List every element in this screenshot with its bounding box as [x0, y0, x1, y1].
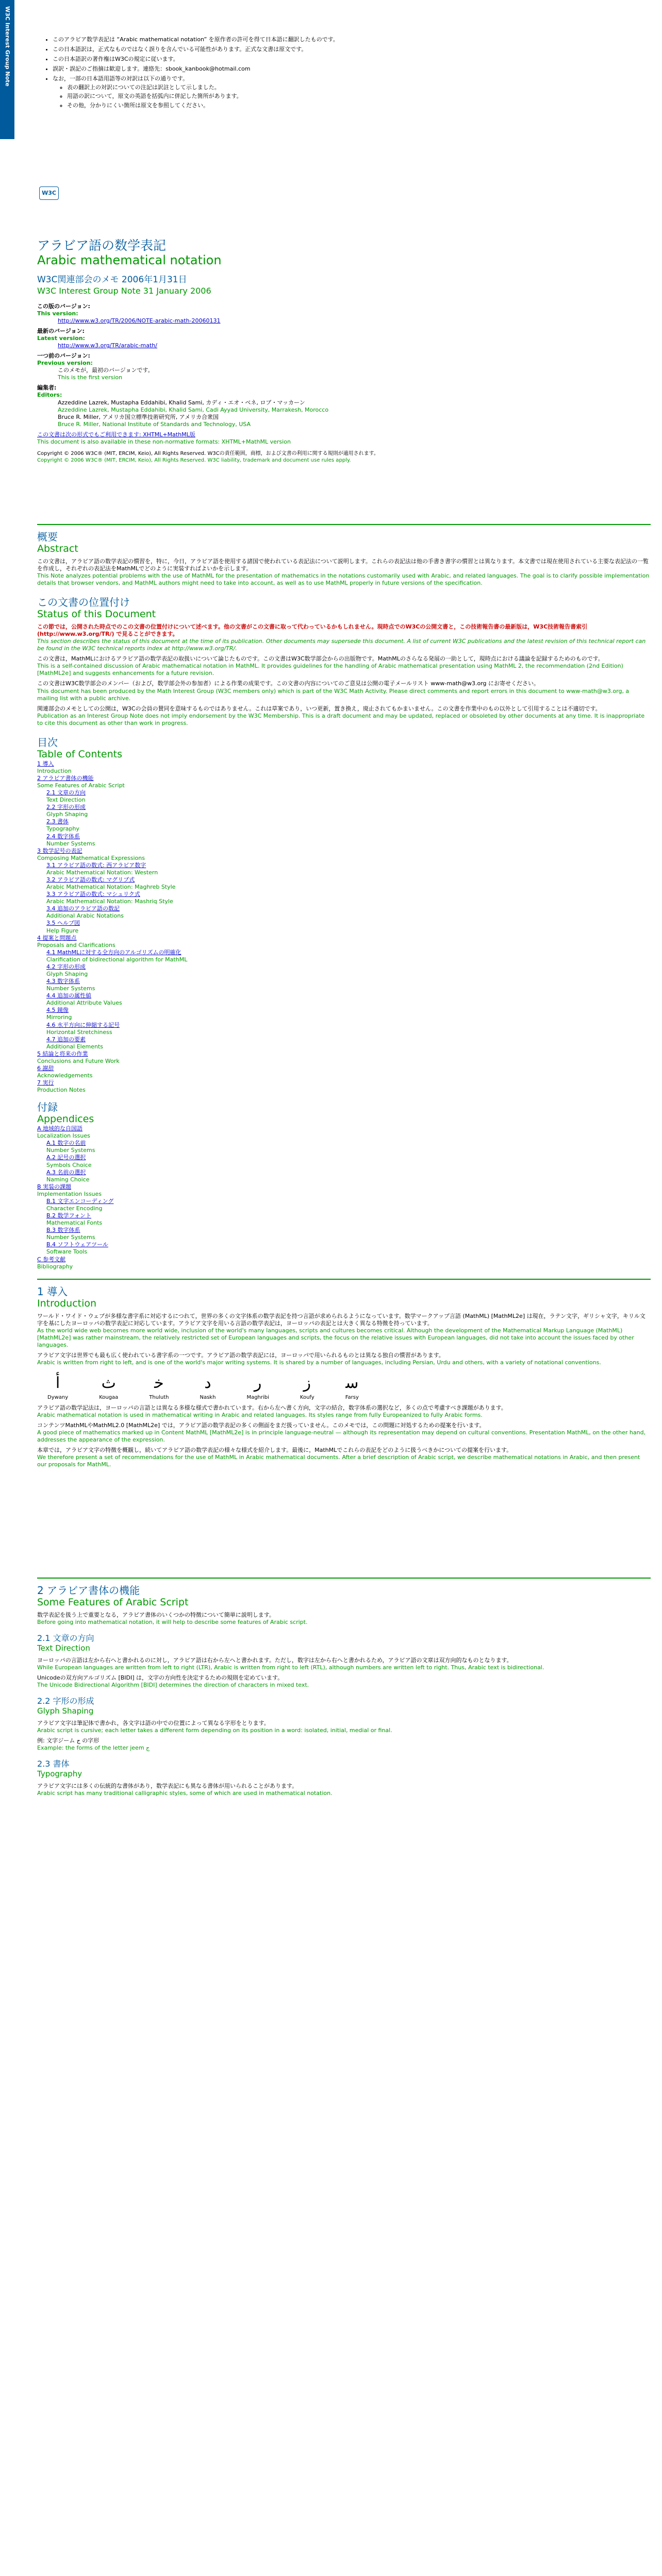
toc-subentry-en: Mathematical Fonts	[46, 1219, 103, 1227]
calligraphy-glyph: ﺩ	[204, 1374, 211, 1393]
document-date-en: W3C Interest Group Note 31 January 2006	[37, 286, 211, 296]
calligraphy-glyph: ﺙ	[101, 1374, 116, 1393]
toc-link[interactable]: B 実装の課題	[37, 1183, 72, 1190]
editor-entry: Bruce R. Miller, アメリカ国立標準技術研究所, アメリカ合衆国	[58, 413, 219, 420]
calligraphy-sample	[200, 1374, 216, 1401]
toc-entry	[37, 1125, 651, 1183]
glyph-shaping-p1-ja: アラビア文字は筆記体で書かれ，各文字は語の中での位置によって異なる字形をとります。	[37, 1719, 270, 1726]
intro-p5-ja: 本章では，アラビア文字の特徴を概観し，続いてアラビア語の数学表記の様々な様式を紹介します。最後に，MathMLでこれらの表記をどのように扱うべきかについての提案を行います。	[37, 1446, 512, 1453]
this-version-label: この版のバージョン: This version:	[37, 302, 90, 317]
typography-p1-en: Arabic script has many traditional calligraphic styles, some of which are used in mathematical notation.	[37, 1789, 333, 1797]
notice-list	[39, 36, 653, 109]
status-p3-en: Publication as an Interest Group Note does not imply endorsement by the W3C Membership. This is a draft document and may be updated, replaced or obsoleted by other documents at any time. It is inappropriate to cite this document as other than work in progress.	[37, 712, 645, 726]
w3c-logo[interactable]: W3C	[39, 187, 59, 200]
toc-subentry-en: Horizontal Stretchiness	[46, 1028, 112, 1036]
toc-subentry	[46, 833, 651, 848]
this-version-link[interactable]: http://www.w3.org/TR/2006/NOTE-arabic-math-20060131	[58, 317, 221, 324]
calligraphy-sample	[99, 1374, 118, 1401]
toc-subentry	[46, 789, 651, 804]
status-heading-en: Status of this Document	[37, 608, 156, 620]
toc-sublink[interactable]: 3.1 アラビア語の数式: 西アラビア数字	[46, 861, 146, 869]
calligraphy-glyph: ﺃ	[55, 1374, 60, 1393]
status-p2-en: This document has been produced by the Math Interest Group (W3C members only) which is part of the W3C Math Activity. Please direct comments and report errors in this document to www-math@w3.org, a mailing list with a public archive.	[37, 687, 630, 702]
toc-subentry-en: Software Tools	[46, 1248, 88, 1256]
notice-item: • この日本語訳は，正式なものではなく誤りを含んでいる可能性があります。正式な文書は原文です。	[53, 46, 653, 53]
toc-entry-en: Proposals and Clarifications	[37, 941, 115, 948]
toc-entry-en: Composing Mathematical Expressions	[37, 854, 145, 861]
toc-link[interactable]: 3 数学記号の表記	[37, 847, 82, 854]
features-intro-ja: 数学表記を扱う上で重要となる，アラビア書体のいくつかの特徴について簡単に説明します。	[37, 1611, 275, 1618]
toc-subentry-en: Additional Attribute Values	[46, 999, 122, 1007]
glyph-shaping-p1-en: Arabic script is cursive; each letter takes a different form depending on its position in a word: isolated, initial, medial or final.	[37, 1726, 392, 1734]
toc-subentry	[46, 891, 651, 905]
toc-entry	[37, 1256, 651, 1270]
features-heading-en: Some Features of Arabic Script	[37, 1597, 189, 1608]
toc-subentry	[46, 1007, 651, 1021]
toc-entry	[37, 760, 651, 775]
toc-sublink[interactable]: 4.4 追加の属性値	[46, 992, 91, 999]
toc-entry	[37, 1183, 651, 1256]
toc-subentry-en: Arabic Mathematical Notation: Western	[46, 869, 158, 876]
toc-subentry-en: Number Systems	[46, 840, 95, 847]
toc-entry	[37, 775, 651, 848]
toc-entry-en: Some Features of Arabic Script	[37, 782, 125, 789]
copyright-en: Copyright © 2006 W3C® (MIT, ERCIM, Keio), All Rights Reserved. W3C liability, trademark and document use rules apply.	[37, 457, 351, 463]
intro-p5-en: We therefore present a set of recommendations for the use of MathML in Arabic mathematical documents. After a brief description of Arabic script, we describe mathematical notations in Arabic, and then present our proposals for MathML.	[37, 1454, 640, 1468]
calligraphy-sample	[149, 1374, 169, 1401]
toc-subentry-en: Number Systems	[46, 1234, 95, 1241]
toc-entry-en: Acknowledgements	[37, 1072, 93, 1079]
toc-list	[37, 760, 651, 1094]
toc-subentry	[46, 1022, 651, 1036]
toc-subentry-en: Glyph Shaping	[46, 811, 88, 818]
calligraphy-label: Koufy	[300, 1394, 315, 1400]
toc-subentry-en: Number Systems	[46, 985, 95, 992]
calligraphy-glyph: ﺳ	[345, 1374, 359, 1393]
toc-sublink[interactable]: 4.1 MathMLに対する全方向のアルゴリズムの明確化	[46, 948, 181, 956]
toc-sublink[interactable]: B.3 数字体系	[46, 1227, 80, 1234]
divider-features	[37, 1571, 651, 1585]
copyright	[37, 451, 651, 464]
notice-item: • 誤訳・誤記のご指摘は歓迎します。連絡先：sbook_kanbook@hotmail.com	[53, 65, 653, 73]
intro-p2-ja: アラビア文字は世界でも最も広く使われている書字系の一つです。アラビア語の数学表記には，ヨーロッパで用いられるものとは異なる独自の慣習があります。	[37, 1352, 444, 1359]
calligraphy-sample	[246, 1374, 269, 1401]
divider-intro	[37, 1273, 651, 1286]
toc-entry-en: Bibliography	[37, 1263, 73, 1270]
toc-subentry	[46, 1036, 651, 1050]
toc-subentry-en: Number Systems	[46, 1147, 95, 1154]
abstract-heading-en: Abstract	[37, 543, 78, 554]
toc-heading-en: Table of Contents	[37, 748, 122, 760]
text-direction-heading-ja: 2.1 文章の方向	[37, 1633, 94, 1643]
toc-sublink[interactable]: 4.5 鏡像	[46, 1007, 69, 1014]
toc-link[interactable]: 5 結論と将来の作業	[37, 1050, 88, 1057]
notice-subitem: ◦ 用語の訳について，原文の英語を括弧内に併記した箇所があります。	[67, 93, 653, 100]
toc-entry-en: Introduction	[37, 767, 72, 774]
toc-subentry	[46, 876, 651, 891]
features-heading-ja: 2 アラビア書体の機能	[37, 1584, 140, 1597]
appendices-heading-ja: 付録	[37, 1101, 58, 1114]
document-date-ja: W3C関連部会のメモ 2006年1月31日	[37, 275, 187, 285]
previous-version-note: このメモが，最初のバージョンです。 This is the first version	[58, 367, 154, 381]
editors-label: 編集者: Editors:	[37, 384, 62, 399]
features-section	[37, 1584, 651, 1797]
status-bold-ja: この節では，公開された時点でのこの文書の位置付けについて述べます。他の文書がこの文書に取って代わっているかもしれません。現時点でのW3Cの公開文書と，この技術報告書の最新版は，W3C技術報告書索引 (http://www.w3.org/TR/) で見ることができます。	[37, 623, 588, 637]
toc-sublink[interactable]: 2.3 書体	[46, 818, 69, 825]
toc-link[interactable]: 7 実行	[37, 1079, 54, 1087]
text-direction-p2-en: The Unicode Bidirectional Algorithm [BIDI] determines the direction of characters in mixed text.	[37, 1681, 309, 1688]
page-title-ja: アラビア語の数学表記	[37, 238, 167, 253]
status-p1-ja: この文書は，MathMLにおけるアラビア語の数学表記の取扱いについて論じたものです。この文書はW3C数学部会からの出版物です。MathMLのさらなる発展の一助として，現時点における議論を記録するためのものです。	[37, 655, 604, 663]
divider-top	[37, 518, 651, 531]
calligraphy-figure	[47, 1374, 651, 1401]
toc-subentry-en: Arabic Mathematical Notation: Maghreb Style	[46, 884, 176, 891]
toc-subentry	[46, 1140, 651, 1154]
intro-p2-en: Arabic is written from right to left, and is one of the world's major writing systems. It is shared by a number of languages, including Persian, Urdu and others, with a variety of notational conventions.	[37, 1359, 601, 1366]
notice-subitem: ◦ その他，分かりにくい箇所は原文を参照してください。	[67, 102, 653, 109]
intro-p1-en: As the world wide web becomes more world wide, inclusion of the world's many languages, scripts and cultures becomes critical. Although the development of the Mathematical Markup Language (MathML) [MathML2e] was rather mainstream, the relatively restricted set of European languages and scripts, the focus on the relative issues with European languages, did not take into account the issues faced by other languages.	[37, 1327, 634, 1349]
toc-subentry	[46, 963, 651, 978]
toc-sublink[interactable]: 3.5 ヘルプ図	[46, 920, 80, 927]
toc-entry-en: Localization Issues	[37, 1132, 90, 1140]
editor-entry: Azzeddine Lazrek, Mustapha Eddahibi, Khalid Sami, Cadi Ayyad University, Marrakesh, Morocco	[58, 406, 329, 413]
intro-heading-ja: 1 導入	[37, 1285, 68, 1298]
calligraphy-sample	[47, 1374, 68, 1401]
typography-p1-ja: アラビア文字には多くの伝統的な書体があり，数学表記にも異なる書体が用いられることがあります。	[37, 1782, 298, 1789]
glyph-shaping-heading-ja: 2.2 字形の形成	[37, 1696, 94, 1706]
toc-subentry	[46, 1169, 651, 1183]
toc-subentry	[46, 992, 651, 1007]
toc-link[interactable]: 2 アラビア書体の機能	[37, 774, 94, 782]
previous-version-label: 一つ前のバージョン: Previous version:	[37, 352, 93, 367]
typography-heading-ja: 2.3 書体	[37, 1758, 70, 1769]
toc-entry-en: Implementation Issues	[37, 1190, 102, 1197]
toc-entry-en: Conclusions and Future Work	[37, 1057, 120, 1064]
calligraphy-label: Farsy	[345, 1394, 359, 1400]
toc-sublink[interactable]: A.1 数字の名前	[46, 1140, 86, 1147]
copyright-ja: Copyright © 2006 W3C® (MIT, ERCIM, Keio), All Rights Reserved. W3Cの責任範囲，商標，および文書の利用に関する規則が適用されます。	[37, 450, 379, 456]
toc-sublink[interactable]: A.3 名前の選択	[46, 1168, 86, 1176]
notice-item: • このアラビア数学表記は “Arabic mathematical notation” を原作者の許可を得て日本語に翻訳したものです。	[53, 36, 653, 43]
toc-subentry	[46, 1154, 651, 1168]
toc-sublink[interactable]: 2.2 字形の形成	[46, 804, 86, 811]
status-heading-ja: この文書の位置付け	[37, 596, 130, 609]
toc-link[interactable]: 4 提案と問題点	[37, 934, 77, 941]
toc-sublink[interactable]: 4.7 追加の要素	[46, 1036, 86, 1043]
notice-sublist	[53, 84, 653, 109]
abstract-text-en: This Note analyzes potential problems with the use of MathML for the presentation of mathematics in the notations customarily used with Arabic, and related languages. The goal is to clarify possible implementation details that browser vendors, and MathML authors might need to take into account, as well as to use MathML properly in future versions of the specification.	[37, 572, 650, 587]
calligraphy-label: Naskh	[200, 1394, 216, 1400]
intro-p3-ja: アラビア語の数学記法は，ヨーロッパの言語とは異なる多様な様式で書かれています。右から左へ書く方向，文字の結合，数字体系の選択など，多くの点で考慮すべき課題があります。	[37, 1404, 507, 1411]
abstract-section	[37, 531, 651, 1270]
toc-subentry-en: Naming Choice	[46, 1176, 90, 1183]
status-p2-ja: この文書はW3C数学部会のメンバー（および，数学部会外の参加者）による作業の成果です。この文書の内容についてのご意見は公開の電子メールリスト www-math@w3.org にお寄せください。	[37, 680, 540, 687]
toc-subentry	[46, 1227, 651, 1241]
page-title-en: Arabic mathematical notation	[37, 252, 222, 267]
toc-sublink[interactable]: 4.3 数字体系	[46, 978, 80, 985]
calligraphy-glyph: ﺧ	[154, 1374, 164, 1393]
intro-p1-ja: ワールド・ワイド・ウェブが多様な書字系に対応するにつれて，世界の多くの文字体系の数学表記を持つ言語が求められるようになっています。数学マークアップ言語 (MathML) [MathML2e] は現在，ラテン文字，ギリシャ文字，キリル文字を基にしたヨーロッパの数学表記に対応しています。アラビア文字を用いる言語の数学表記は，ヨーロッパの表記とは大きく異なる特徴を持っています。	[37, 1312, 646, 1327]
toc-subentry-en: Text Direction	[46, 796, 86, 804]
calligraphy-label: Dywany	[47, 1394, 69, 1400]
intro-heading-en: Introduction	[37, 1298, 97, 1309]
toc-entry-en: Production Notes	[37, 1087, 86, 1094]
toc-heading-ja: 目次	[37, 736, 58, 749]
intro-p4-ja: コンテンツMathMLやMathML2.0 [MathML2e] では，アラビア語の数学表記の多くの側面をまだ扱っていません。このメモでは，この問題に対処するための提案を行います。	[37, 1421, 485, 1429]
status-p3-ja: 関連部会のメモとしての公開は，W3Cの会員の賛同を意味するものではありません。これは草案であり，いつ更新，置き換え，廃止されてもかまいません。この文書を作業中のもの以外として引用することは不適切です。	[37, 705, 601, 712]
toc-subentry	[46, 978, 651, 992]
toc-sublink[interactable]: B.4 ソフトウェアツール	[46, 1241, 108, 1248]
document-header	[37, 239, 651, 464]
toc-subentry	[46, 905, 651, 920]
toc-subentry	[46, 804, 651, 818]
toc-subentry-en: Additional Elements	[46, 1043, 103, 1050]
toc-entry	[37, 1065, 651, 1079]
intro-p4-en: A good piece of mathematics marked up in Content MathML [MathML2e] is in principle language-neutral — although its representation may depend on cultural conventions. Presentation MathML, on the other hand, addresses the appearance of the expression.	[37, 1429, 646, 1443]
toc-link[interactable]: 1 導入	[37, 760, 54, 767]
toc-subentry-en: Clarification of bidirectional algorithm for MathML	[46, 956, 188, 963]
other-formats-link-ja[interactable]: この文書は次の形式でもご利用できます: XHTML+MathML版	[37, 431, 195, 438]
side-tab	[0, 0, 14, 139]
toc-sublink[interactable]: 4.2 字形の形成	[46, 963, 86, 970]
latest-version-label: 最新のバージョン: Latest version:	[37, 327, 85, 342]
notice-item: • この日本語訳の著作権はW3Cの規定に従います。	[53, 56, 653, 63]
calligraphy-label: Thuluth	[149, 1394, 169, 1400]
latest-version-link[interactable]: http://www.w3.org/TR/arabic-math/	[58, 342, 157, 349]
toc-subentry-en: Arabic Mathematical Notation: Mashriq Style	[46, 898, 173, 905]
toc-subentry	[46, 1241, 651, 1256]
toc-subentry-en: Mirroring	[46, 1014, 72, 1021]
toc-subentry	[46, 1212, 651, 1227]
toc-sublink[interactable]: B.2 数学フォント	[46, 1212, 91, 1219]
other-formats-ja	[37, 431, 651, 438]
status-bold-en: This section describes the status of this document at the time of its publication. Other documents may supersede this document. A list of current W3C publications and the latest revision of this technical report can be found in the W3C technical reports index at http://www.w3.org/TR/.	[37, 638, 646, 652]
toc-sublink[interactable]: A.2 記号の選択	[46, 1154, 86, 1161]
other-formats-en: This document is also available in these non-normative formats: XHTML+MathML version	[37, 438, 291, 445]
toc-subentry	[46, 862, 651, 876]
version-list	[37, 303, 651, 428]
abstract-heading-ja: 概要	[37, 531, 58, 543]
notice-subitem: ◦ 表の翻訳上の対訳についての注記は訳註として示しました。	[67, 84, 653, 91]
toc-sublink[interactable]: 3.3 アラビア語の数式: マシュリク式	[46, 891, 140, 898]
side-tab-label: W3C Interest Group Note	[4, 6, 11, 87]
toc-entry	[37, 1050, 651, 1065]
text-direction-heading-en: Text Direction	[37, 1643, 90, 1653]
toc-entry	[37, 1079, 651, 1094]
toc-subentry-en: Symbols Choice	[46, 1161, 92, 1168]
toc-subentry-en: Additional Arabic Notations	[46, 912, 124, 920]
status-p1-en: This is a self-contained discussion of Arabic mathematical notation in MathML. It provides guidelines for the handling of Arabic mathematical presentation using MathML 2, the recommendation (2nd Edition) [MathML2e] and suggests enhancements for a future revision.	[37, 663, 623, 677]
editor-entry: Bruce R. Miller, National Institute of Standards and Technology, USA	[58, 420, 251, 428]
toc-entry	[37, 935, 651, 1050]
toc-sublink[interactable]: 4.6 水平方向に伸縮する記号	[46, 1021, 120, 1028]
glyph-shaping-heading-en: Glyph Shaping	[37, 1706, 94, 1716]
appendix-list	[37, 1125, 651, 1270]
abstract-text-ja: この文書は，アラビア語の数学表記の慣習を，特に，今日，アラビア語を使用する諸国で使われている表記法について説明します。これらの表記法は他の手書き書字の慣習とは異なります。本文書では現在使用されている主要な表記法の一覧を作成し，それぞれの表記法をMathMLでどのように実装すればよいかを示します。	[37, 557, 649, 572]
notice-item	[53, 75, 653, 109]
typography-heading-en: Typography	[37, 1769, 82, 1779]
toc-subentry	[46, 1198, 651, 1212]
toc-sublink[interactable]: 2.4 数字体系	[46, 833, 80, 840]
calligraphy-sample	[300, 1374, 315, 1401]
toc-sublink[interactable]: 3.2 アラビア語の数式: マグリブ式	[46, 876, 135, 883]
toc-subentry	[46, 949, 651, 963]
intro-p3-en: Arabic mathematical notation is used in mathematical writing in Arabic and related languages. Its styles range from fully Europeanized to fully Arabic forms.	[37, 1411, 483, 1418]
toc-subentry-en: Typography	[46, 825, 79, 833]
glyph-example-ja: 例: 文字ジーム ج の字形	[37, 1737, 100, 1744]
translation-notice	[39, 36, 653, 112]
toc-subentry-en: Glyph Shaping	[46, 970, 88, 977]
toc-subentry	[46, 818, 651, 833]
toc-sublink[interactable]: 2.1 文章の方向	[46, 789, 86, 796]
text-direction-p1-en: While European languages are written from left to right (LTR), Arabic is written from right to left (RTL), although numbers are written left to right. Thus, Arabic text is bidirectional.	[37, 1664, 544, 1671]
toc-link[interactable]: 6 謝辞	[37, 1065, 54, 1072]
calligraphy-label: Maghribi	[246, 1394, 269, 1400]
toc-link[interactable]: C 参考文献	[37, 1256, 66, 1263]
glyph-example-en: Example: the forms of the letter jeem ج	[37, 1744, 150, 1751]
calligraphy-glyph: ﺭ	[254, 1374, 262, 1393]
toc-link[interactable]: A 地域的な自国語	[37, 1125, 83, 1132]
notice-item-text: なお，一部の日本語用語等の対訳は以下の通りです。	[53, 75, 189, 82]
introduction-section	[37, 1285, 651, 1468]
toc-subentry-en: Character Encoding	[46, 1205, 103, 1212]
text-direction-p2-ja: Unicodeの双方向アルゴリズム [BIDI] は，文字の方向性を決定するための規則を定めています。	[37, 1674, 284, 1681]
toc-sublink[interactable]: 3.4 追加のアラビア語の数記	[46, 905, 120, 912]
features-intro-en: Before going into mathematical notation, it will help to describe some features of Arabic script.	[37, 1618, 308, 1625]
text-direction-p1-ja: ヨーロッパの言語は左から右へと書かれるのに対し，アラビア語は右から左へと書かれます。ただし，数字は左から右へと書かれるため，アラビア語の文章は双方向的なものとなります。	[37, 1656, 512, 1664]
calligraphy-glyph: ﺯ	[303, 1374, 311, 1393]
editor-entry: Azzeddine Lazrek, Mustapha Eddahibi, Khalid Sami, カディ・エオ・ベネ, ロブ・マッカーン	[58, 399, 305, 406]
calligraphy-sample	[345, 1374, 359, 1401]
calligraphy-label: Kougaa	[99, 1394, 119, 1400]
toc-subentry-en: Help Figure	[46, 927, 79, 934]
appendices-heading-en: Appendices	[37, 1113, 94, 1125]
toc-entry	[37, 848, 651, 935]
toc-subentry	[46, 920, 651, 934]
toc-sublink[interactable]: B.1 文字エンコーディング	[46, 1197, 114, 1205]
